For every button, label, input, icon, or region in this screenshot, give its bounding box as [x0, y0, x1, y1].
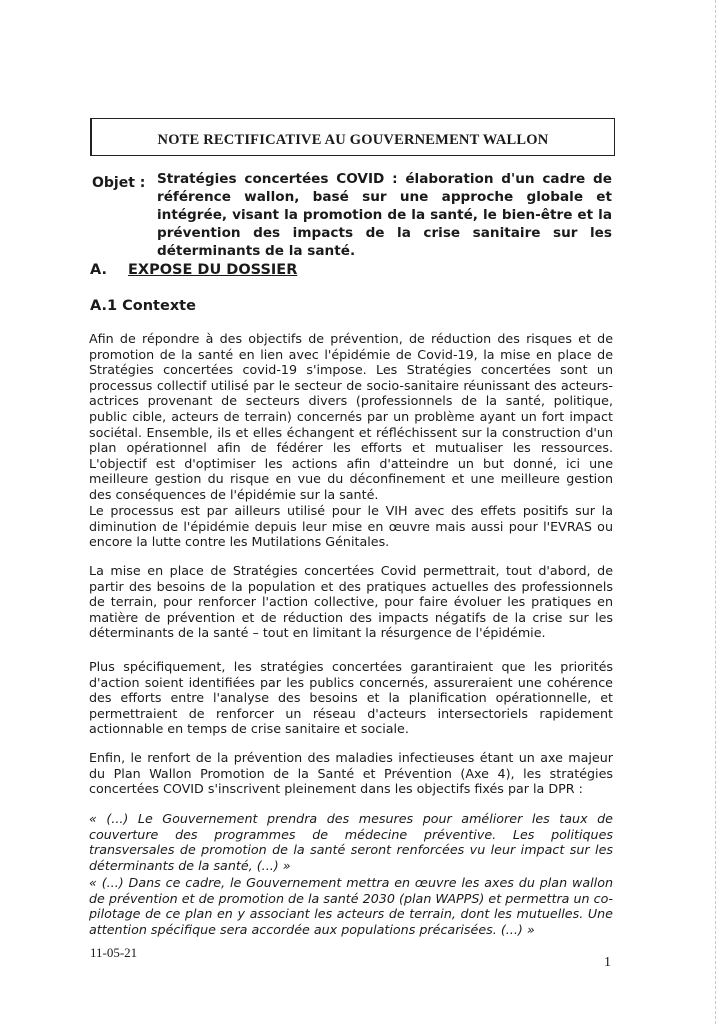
paragraph-dpr: Enfin, le renfort de la prévention des maladies infectieuses étant un axe majeur du Plan Wallon Promotion de la Santé et Prévention (Axe 4), les stratégies concertées COVID s'inscrivent pleinement dans les objectifs fixés par la DPR : [89, 750, 613, 797]
page-number: 1 [604, 955, 611, 970]
section-a-number: A. [90, 262, 107, 278]
section-a-heading [90, 262, 297, 278]
paragraph-context: Afin de répondre à des objectifs de prévention, de réduction des risques et de promotion de la santé en lien avec l'épidémie de Covid-19, la mise en place de Stratégies concertées covid-19 s'impose. Les Stratégies concertées sont un processus collectif utilisé par le secteur de socio-sanitaire réunissant des acteurs-actrices provenant de secteurs divers (professionnels de la santé, politique, public cible, acteurs de terrain) concernés par un problème ayant un fort impact sociétal. Ensemble, ils et elles échangent et réfléchissent sur la construction d'un plan opérationnel afin de fédérer les efforts et mutualiser les ressources. L'objectif est d'optimiser les actions afin d'atteindre un but donné, ici une meilleure gestion du risque en vue du déconfinement et une meilleure gestion des conséquences de l'épidémie sur la santé. [89, 331, 613, 502]
title-box [90, 118, 615, 156]
footer-date: 11-05-21 [90, 945, 138, 960]
paragraph-specifics: Plus spécifiquement, les stratégies concertées garantiraient que les priorités d'action soient identifiées par les publics concernés, assureraient une cohérence des efforts entre l'analyse des besoins et la planification opérationnelle, et permettraient de renforcer un réseau d'acteurs intersectoriels rapidement actionnable en temps de crise sanitaire et sociale. [89, 659, 613, 737]
paragraph-implementation: La mise en place de Stratégies concertées Covid permettrait, tout d'abord, de partir des besoins de la population et des pratiques actuelles des professionnels de terrain, pour renforcer l'action collective, pour faire évoluer les pratiques en matière de prévention et de réduction des impacts négatifs de la crise sur les déterminants de la santé – tout en limitant la résurgence de l'épidémie. [89, 563, 613, 641]
quote-dpr-2: « (...) Dans ce cadre, le Gouvernement mettra en œuvre les axes du plan wallon de prévention et de promotion de la santé 2030 (plan WAPPS) et permettra un co-pilotage de ce plan en y associant les acteurs de terrain, dont les mutuelles. Une attention spécifique sera accordée aux populations précarisées. (...) » [89, 875, 613, 937]
objet-text: Stratégies concertées COVID : élaboration d'un cadre de référence wallon, basé sur une approche globale et intégrée, visant la promotion de la santé, le bien-être et la prévention des impacts de la crise sanitaire sur les déterminants de la santé. [157, 171, 612, 259]
quote-dpr-1: « (...) Le Gouvernement prendra des mesures pour améliorer les taux de couverture des programmes de médecine préventive. Les politiques transversales de promotion de la santé seront renforcées vu leur impact sur les déterminants de la santé, (...) » [89, 811, 613, 873]
scan-edge-line [714, 0, 716, 1024]
document-title: NOTE RECTIFICATIVE AU GOUVERNEMENT WALLON [157, 132, 549, 148]
section-a-title: EXPOSE DU DOSSIER [128, 262, 298, 278]
objet-label: Objet : [92, 175, 146, 191]
section-a1-heading: A.1 Contexte [90, 298, 196, 314]
paragraph-process: Le processus est par ailleurs utilisé pour le VIH avec des effets positifs sur la diminution de l'épidémie depuis leur mise en œuvre mais aussi pour l'EVRAS ou encore la lutte contre les Mutilations Génitales. [89, 503, 613, 550]
